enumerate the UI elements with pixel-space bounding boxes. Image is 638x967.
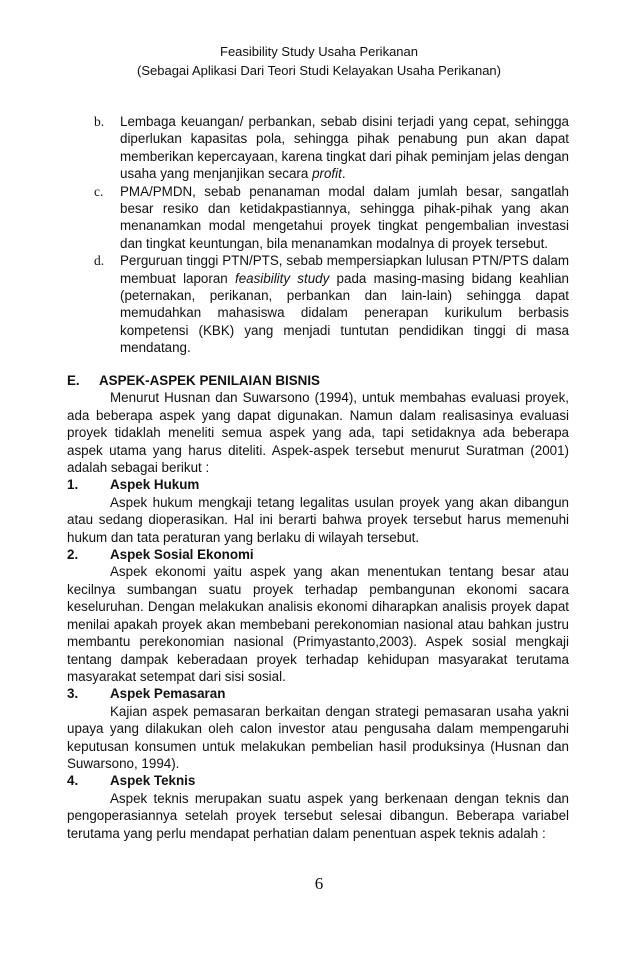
page-number: 6: [314, 874, 324, 893]
list-item-tail: .: [341, 166, 346, 182]
list-item: [94, 183, 569, 253]
aspect-number: 3.: [67, 686, 79, 702]
section-number: E.: [67, 373, 80, 388]
list-item-text: Lembaga keuangan/ perbankan, sebab disini terjadi yang cepat, sehingga diperlukan kapasitas pola, sehingga pihak penabung pun akan dapat memberikan kepercayaan, karena tingkat dari pihak peminjam jelas dengan usaha yang menjanjikan secara: [120, 114, 569, 182]
aspect-title: Aspek Pemasaran: [110, 686, 226, 702]
header-title: Feasibility Study Usaha Perikanan: [220, 44, 418, 59]
aspect-heading: [67, 772, 569, 789]
list-marker: b.: [94, 114, 105, 129]
list-item-text: PMA/PMDN, sebab penanaman modal dalam jumlah besar, sangatlah besar resiko dan ketidakpastiannya, sehingga pihak-pihak yang akan menanamkan modal mengetahui proyek tingkat pengembalian investasi dan tingkat keuntungan, bila menanamkan modalnya di proyek tersebut.: [120, 183, 569, 251]
aspect-title: Aspek Teknis: [110, 773, 196, 789]
aspect-heading: [67, 476, 569, 493]
list-item-emphasis: feasibility study: [234, 270, 330, 286]
aspect-paragraph: Aspek teknis merupakan suatu aspek yang berkenaan dengan teknis dan pengoperasiannya setelah proyek tersebut selesai dibangun. Beberapa variabel terutama yang perlu mendapat perhatian dalam penentuan aspek teknis adalah :: [67, 790, 569, 841]
stakeholder-list: [94, 113, 569, 357]
list-item: [94, 113, 569, 183]
list-marker: d.: [94, 253, 105, 269]
aspect-paragraph: Aspek hukum mengkaji tetang legalitas usulan proyek yang akan dibangun atau sedang dioperasikan. Hal ini berarti bahwa proyek tersebut harus memenuhi hukum dan tata peraturan yang berlaku di wilayah tersebut.: [67, 494, 569, 545]
section-body: [67, 372, 569, 842]
aspect-heading: [67, 685, 569, 702]
running-header: [0, 42, 638, 80]
aspect-heading: [67, 546, 569, 563]
list-item: [94, 252, 569, 356]
section-heading: [67, 372, 569, 389]
aspect-number: 2.: [67, 547, 79, 563]
section-title: ASPEK-ASPEK PENILAIAN BISNIS: [99, 373, 320, 388]
aspect-paragraph: Kajian aspek pemasaran berkaitan dengan strategi pemasaran usaha yakni upaya yang dilakukan oleh calon investor atau pengusaha dalam mempengaruhi keputusan konsumen untuk melakukan pembelian hasil produksinya (Husnan dan Suwarsono, 1994).: [67, 703, 569, 771]
list-item-tail: pada masing-masing bidang keahlian (peternakan, perikanan, perbankan dan lain-lain) sehingga dapat memudahkan mahasiswa didalam penerapan kurikulum berbasis kompetensi (KBK) yang menjadi tuntutan pendidikan tinggi di masa mendatang.: [120, 270, 569, 356]
aspect-paragraph: Aspek ekonomi yaitu aspek yang akan menentukan tentang besar atau kecilnya sumbangan suatu proyek terhadap pembangunan ekonomi sacara keseluruhan. Dengan melakukan analisis ekonomi diharapkan analisis proyek dapat menilai apakah proyek akan membebani perekonomian nasional atau bahkan justru membantu perekonomian nasional (Primyastanto,2003). Aspek sosial mengkaji tentang dampak keberadaan proyek terhadap kehidupan masyarakat terutama masyarakat setempat dari sisi sosial.: [67, 564, 569, 684]
list-item-emphasis: profit: [312, 166, 342, 182]
list-marker: c.: [94, 183, 104, 199]
header-subtitle: (Sebagai Aplikasi Dari Teori Studi Kelayakan Usaha Perikanan): [137, 63, 501, 78]
aspect-number: 4.: [67, 773, 79, 789]
aspect-title: Aspek Hukum: [110, 477, 200, 493]
section-intro: Menurut Husnan dan Suwarsono (1994), untuk membahas evaluasi proyek, ada beberapa aspek yang dapat digunakan. Namun dalam realisasinya evaluasi proyek tidaklah meneliti semua aspek yang ada, tapi setidaknya ada beberapa aspek utama yang harus diteliti. Aspek-aspek tersebut menurut Suratman (2001) adalah sebagai berikut :: [67, 390, 569, 476]
aspect-title: Aspek Sosial Ekonomi: [110, 547, 254, 563]
aspect-number: 1.: [67, 477, 79, 493]
list-item-text: Perguruan tinggi PTN/PTS, sebab mempersiapkan lulusan PTN/PTS dalam membuat laporan: [120, 253, 569, 286]
